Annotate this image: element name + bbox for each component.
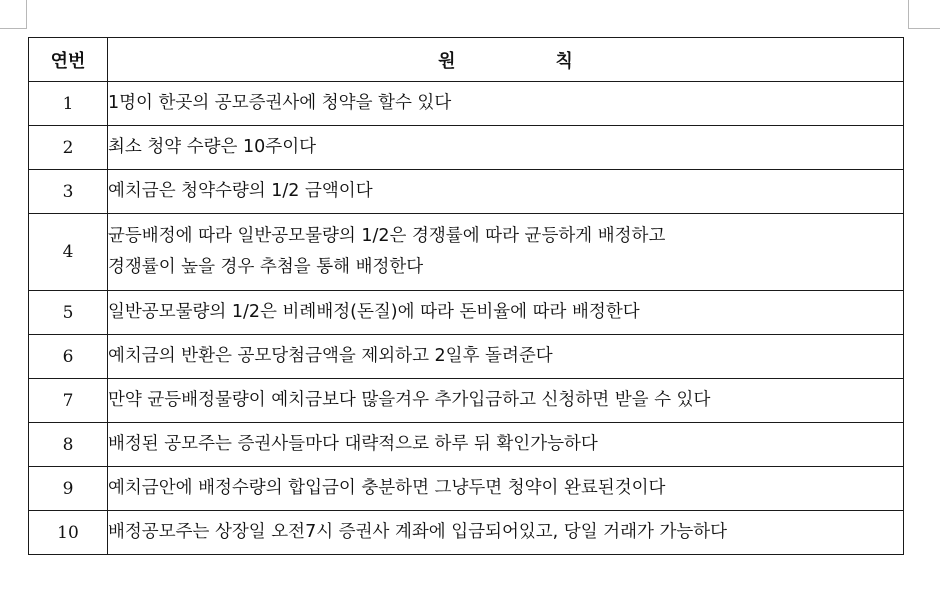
row-rule	[108, 511, 904, 555]
row-rule	[108, 291, 904, 335]
rule-text: 예치금은 청약수량의 1/2 금액이다	[108, 181, 373, 201]
row-rule	[108, 467, 904, 511]
rule-text: 경쟁률이 높을 경우 추첨을 통해 배정한다	[108, 257, 424, 277]
row-rule	[108, 214, 904, 291]
table-row	[29, 291, 904, 335]
header-rule-part1: 원	[438, 50, 456, 72]
rule-text: 균등배정에 따라 일반공모물량의 1/2은 경쟁률에 따라 균등하게 배정하고	[108, 226, 666, 246]
table-header-row	[29, 38, 904, 82]
row-number: 8	[29, 423, 108, 467]
row-number: 4	[29, 214, 108, 291]
table-row	[29, 170, 904, 214]
header-rule-part2: 칙	[555, 50, 573, 72]
row-rule	[108, 126, 904, 170]
table-row	[29, 511, 904, 555]
table-row	[29, 335, 904, 379]
table-row	[29, 82, 904, 126]
table-row	[29, 423, 904, 467]
rule-text: 예치금안에 배정수량의 합입금이 충분하면 그냥두면 청약이 완료된것이다	[108, 478, 666, 498]
table-row	[29, 467, 904, 511]
header-number: 연번	[29, 38, 108, 82]
row-number: 7	[29, 379, 108, 423]
row-number: 1	[29, 82, 108, 126]
rule-text: 배정된 공모주는 증권사들마다 대략적으로 하루 뒤 확인가능하다	[108, 434, 598, 454]
row-number: 2	[29, 126, 108, 170]
row-rule	[108, 379, 904, 423]
rule-text: 일반공모물량의 1/2은 비례배정(돈질)에 따라 돈비율에 따라 배정한다	[108, 302, 640, 322]
rule-text: 최소 청약 수량은 10주이다	[108, 137, 317, 157]
header-rule	[108, 38, 904, 82]
rules-table	[28, 37, 904, 555]
rule-text: 예치금의 반환은 공모당첨금액을 제외하고 2일후 돌려준다	[108, 346, 553, 366]
row-rule	[108, 170, 904, 214]
table-row	[29, 379, 904, 423]
row-rule	[108, 82, 904, 126]
crop-mark-top-left	[0, 0, 27, 29]
row-number: 9	[29, 467, 108, 511]
row-number: 10	[29, 511, 108, 555]
row-number: 6	[29, 335, 108, 379]
row-number: 5	[29, 291, 108, 335]
table-row	[29, 214, 904, 291]
rule-text: 1명이 한곳의 공모증권사에 청약을 할수 있다	[108, 93, 452, 113]
row-rule	[108, 335, 904, 379]
rule-text: 배정공모주는 상장일 오전7시 증권사 계좌에 입금되어있고, 당일 거래가 가능하다	[108, 522, 728, 542]
row-rule	[108, 423, 904, 467]
row-number: 3	[29, 170, 108, 214]
rule-text: 만약 균등배정물량이 예치금보다 많을겨우 추가입금하고 신청하면 받을 수 있다	[108, 390, 711, 410]
crop-mark-top-right	[908, 0, 940, 29]
table-row	[29, 126, 904, 170]
